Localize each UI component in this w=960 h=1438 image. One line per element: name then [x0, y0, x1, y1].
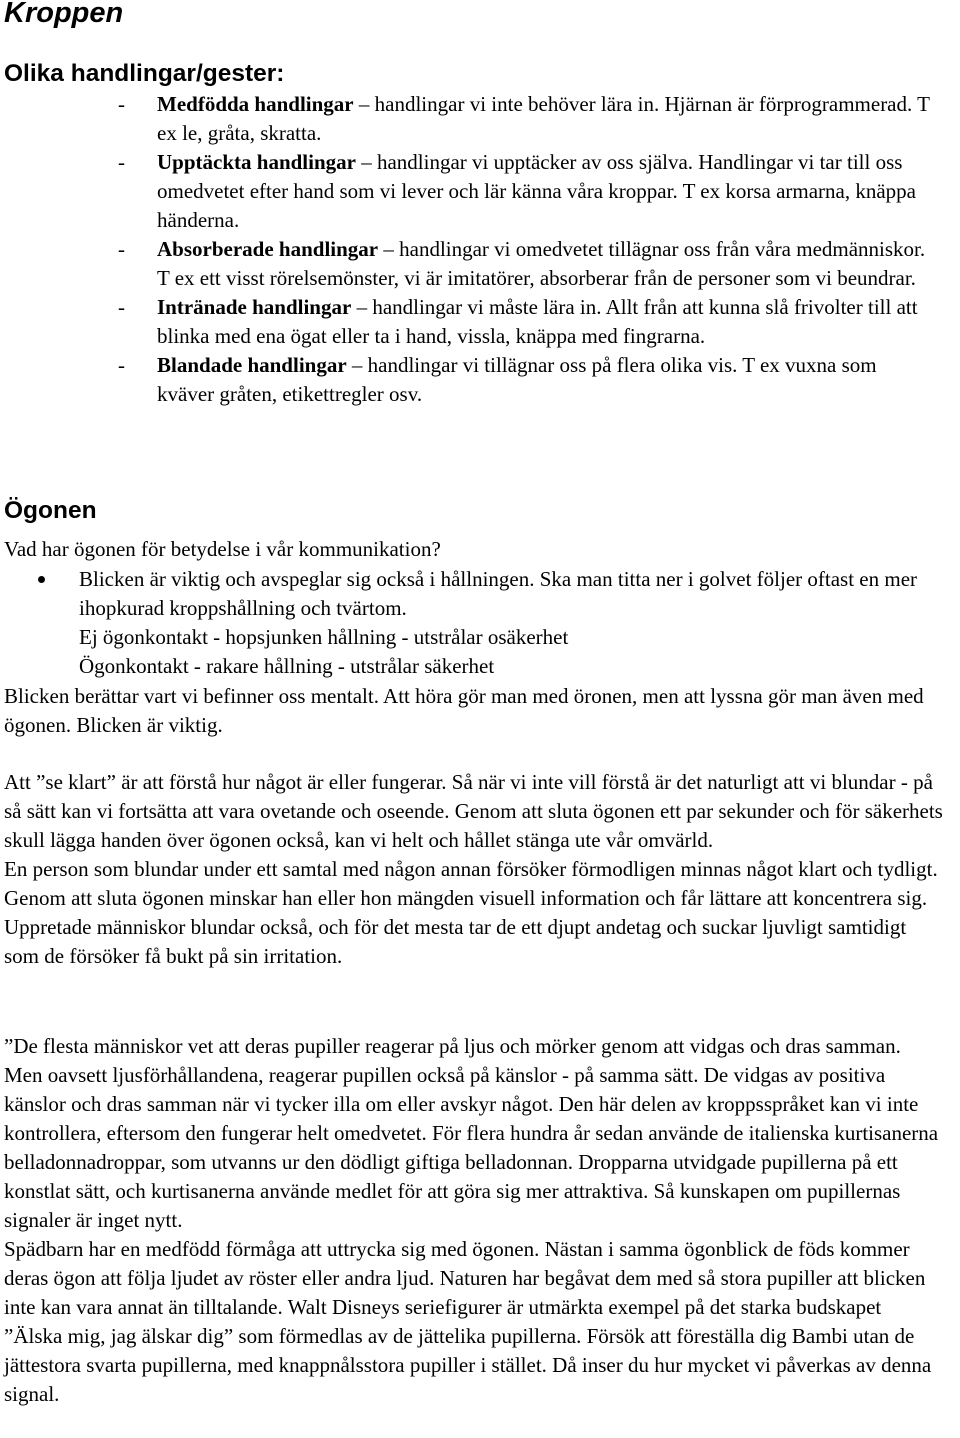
list-item [0, 148, 932, 235]
dash-bullet: - [118, 150, 125, 174]
section-heading-handlingar: Olika handlingar/gester: [4, 60, 285, 87]
list-item [0, 235, 932, 293]
dash-bullet: - [118, 295, 125, 319]
bullet-item-text: Blicken är viktig och avspeglar sig också i hållningen. Ska man titta ner i golvet följer oftast en mer ihopkurad kroppshållning och tvärtom. [79, 567, 918, 620]
contrast-line-no-contact: Ej ögonkontakt - hopsjunken hållning - utstrålar osäkerhet [79, 625, 569, 649]
quote-paragraph: ”De flesta människor vet att deras pupiller reagerar på ljus och mörker genom att vidgas och dras samman. Men oavsett ljusförhållandena, reagerar pupillen också på känslor - på samma sätt. De vidgas av positiva känslor och dras samman när vi tycker illa om eller avskyr något. Den här delen av kroppsspråket kan vi inte kontrollera, eftersom den fungerar helt omedvetet. För flera hundra år sedan använde de italienska kurtisanerna belladonnadroppar, som utvanns ur den dödligt giftiga belladonnan. Dropparna utvidgade pupillerna på ett konstlat sätt, och kurtisanerna använde medlet för att göra sig mer attraktiva. Så kunskapen om pupillernas signaler är inget nytt. [4, 1034, 939, 1232]
bullet-list [0, 565, 960, 623]
list-item [0, 90, 932, 148]
dash-bullet: - [118, 353, 125, 377]
list-item-term: Upptäckta handlingar [157, 150, 356, 174]
list-item [0, 351, 932, 409]
paragraph: Spädbarn har en medfödd förmåga att uttrycka sig med ögonen. Nästan i samma ögonblick de föds kommer deras ögon att följa ljudet av röster eller andra ljud. Naturen har begåvat dem med så stora pupiller att blicken inte kan vara annat än tilltalande. Walt Disneys seriefigurer är utmärkta exempel på det starka budskapet ”Älska mig, jag älskar dig” som förmedlas av de jättelika pupillerna. Försök att föreställa dig Bambi utan de jättestora svarta pupillerna, med knappnålsstora pupiller i stället. Då inser du hur mycket vi påverkas av denna signal. [4, 1237, 932, 1406]
list-item-term: Absorberade handlingar [157, 237, 379, 261]
list-item-text: – handlingar vi tillägnar oss på flera olika vis. T ex vuxna som kväver gråten, etikettregler osv. [157, 353, 877, 406]
dash-bullet: - [118, 237, 125, 261]
list-item-text: – handlingar vi upptäcker av oss själva. Handlingar vi tar till oss omedvetet efter hand som vi lever och lär känna våra kroppar. T ex korsa armarna, knäppa händerna. [157, 150, 917, 232]
handlingar-list [0, 90, 960, 409]
bullet-dot-icon [38, 576, 45, 583]
paragraph: Att ”se klart” är att förstå hur något är eller fungerar. Så när vi inte vill förstå är det naturligt att vi blundar - på så sätt kan vi fortsätta att vara ovetande och oseende. Genom att sluta ögonen ett par sekunder och för säkerhets skull lägga handen över ögonen också, kan vi helt och hållet stänga ute vår omvärld. [4, 770, 943, 852]
section-heading-ogonen: Ögonen [4, 497, 97, 524]
question-line: Vad har ögonen för betydelse i vår kommunikation? [4, 537, 441, 561]
paragraph-group [4, 768, 944, 971]
contrast-line-contact: Ögonkontakt - rakare hållning - utstrålar säkerhet [79, 654, 495, 678]
list-item-term: Medfödda handlingar [157, 92, 354, 116]
list-item-term: Intränade handlingar [157, 295, 352, 319]
paragraph: Blicken berättar vart vi befinner oss mentalt. Att höra gör man med öronen, men att lyssna gör man även med ögonen. Blicken är viktig. [4, 684, 924, 737]
paragraph-group [4, 1032, 944, 1409]
list-item-text: – handlingar vi inte behöver lära in. Hjärnan är förprogrammerad. T ex le, gråta, skratta. [157, 92, 930, 145]
paragraph: En person som blundar under ett samtal med någon annan försöker förmodligen minnas något klart och tydligt. Genom att sluta ögonen minskar han eller hon mängden visuell information och får lättare att koncentrera sig. Uppretade människor blundar också, och för det mesta tar de ett djupt andetag och suckar ljuvligt samtidigt som de försöker få bukt på sin irritation. [4, 857, 938, 968]
list-item [0, 293, 932, 351]
document-title: Kroppen [4, 0, 124, 29]
list-item-text: – handlingar vi måste lära in. Allt från att kunna slå frivolter till att blinka med ena ögat eller ta i hand, vissla, knäppa med fingrarna. [157, 295, 918, 348]
list-item-text: – handlingar vi omedvetet tillägnar oss från våra medmänniskor. T ex ett visst rörelsemönster, vi är imitatörer, absorberar från de personer som vi beundrar. [157, 237, 926, 290]
bullet-item [0, 565, 949, 623]
dash-bullet: - [118, 92, 125, 116]
list-item-term: Blandade handlingar [157, 353, 347, 377]
